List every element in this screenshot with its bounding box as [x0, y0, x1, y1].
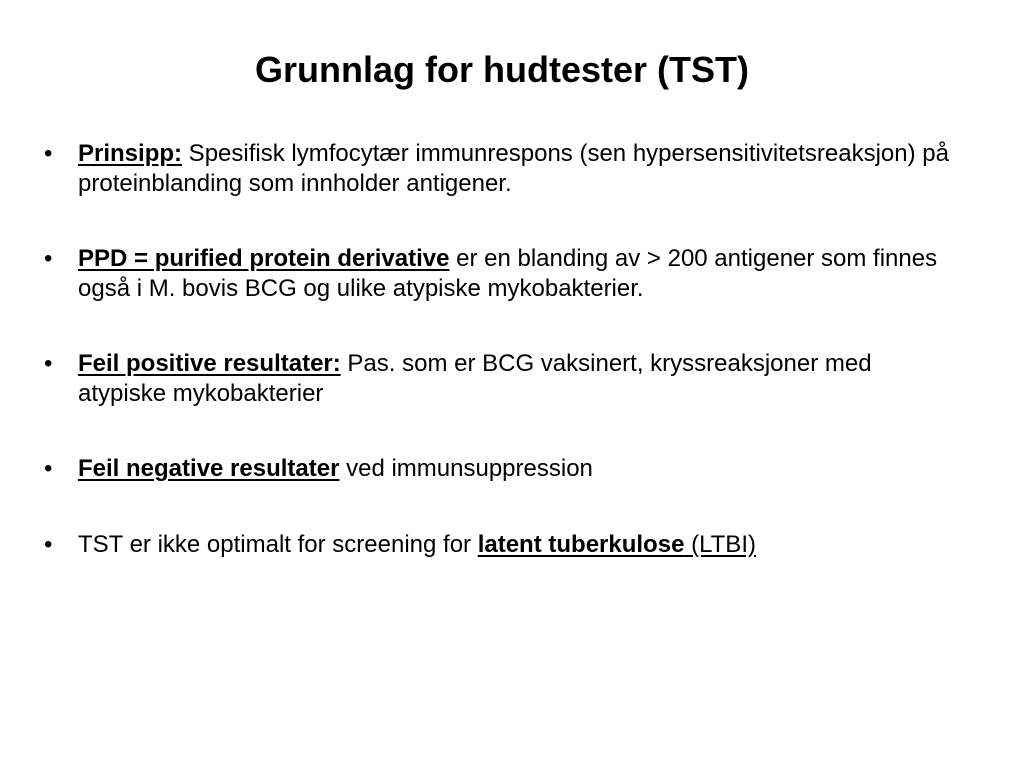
bullet-item-ppd — [44, 244, 964, 303]
bullet-term: Prinsipp: — [78, 140, 183, 167]
bullet-term: Feil positive resultater: — [78, 350, 341, 377]
bullet-tail: (LTBI) — [684, 530, 756, 558]
bullet-item-screening — [44, 530, 964, 560]
bullet-text: Pas. som er BCG vaksinert, kryssreaksjoner med atypiske mykobakterier — [78, 350, 872, 407]
bullet-term: PPD = purified protein derivative — [78, 245, 450, 272]
bullet-marker: • — [44, 350, 53, 377]
bullet-term: Feil negative resultater — [78, 455, 340, 482]
bullet-term: latent tuberkulose — [477, 530, 685, 558]
bullet-marker: • — [44, 140, 53, 167]
bullet-item-false-negative — [44, 454, 964, 484]
bullet-marker: • — [44, 455, 53, 482]
bullet-list — [44, 139, 964, 559]
bullet-lead: TST er ikke optimalt for screening for — [78, 530, 478, 558]
bullet-item-false-positive — [44, 349, 964, 408]
bullet-marker: • — [44, 245, 53, 272]
bullet-text: er en blanding av > 200 antigener som finnes også i M. bovis BCG og ulike atypiske mykobakterier. — [78, 245, 938, 302]
slide-title: Grunnlag for hudtester (TST) — [255, 49, 749, 90]
bullet-item-prinsipp — [44, 139, 964, 198]
bullet-text: ved immunsuppression — [339, 455, 593, 482]
bullet-text: Spesifisk lymfocytær immunrespons (sen hypersensitivitetsreaksjon) på proteinblanding som innholder antigener. — [78, 140, 949, 197]
bullet-marker: • — [44, 530, 53, 558]
